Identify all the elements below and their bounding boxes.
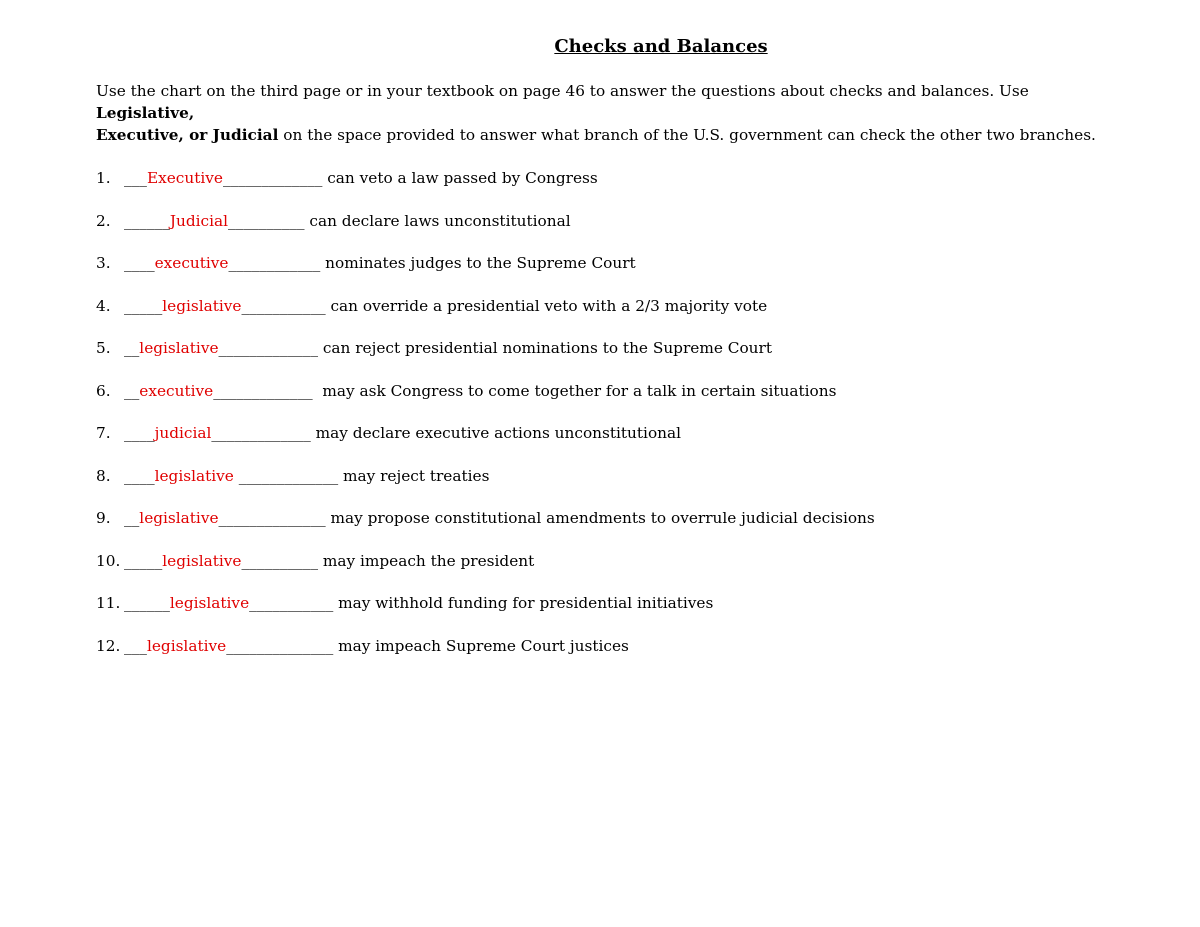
question-text: ______________ may impeach Supreme Court justices bbox=[226, 636, 629, 655]
question-number: 12. bbox=[96, 636, 121, 655]
question-item bbox=[96, 252, 1096, 295]
question-number: 1. bbox=[96, 169, 111, 187]
question-item bbox=[96, 295, 1096, 338]
answer-blank-leading: ____ bbox=[124, 466, 155, 485]
question-number: 6. bbox=[96, 381, 111, 400]
answer-text[interactable]: Judicial bbox=[169, 211, 229, 230]
question-item bbox=[96, 337, 1096, 380]
question-number: 5. bbox=[96, 339, 111, 357]
answer-blank-leading: _____ bbox=[124, 551, 163, 570]
question-text: ___________ can override a presidential veto with a 2/3 majority vote bbox=[241, 296, 768, 315]
answer-blank-leading: ____ bbox=[124, 424, 155, 442]
answer-text[interactable]: legislative bbox=[139, 509, 219, 527]
question-number: 10. bbox=[96, 551, 121, 570]
question-text: __________ may impeach the president bbox=[241, 551, 535, 570]
question-item bbox=[96, 592, 1096, 635]
question-text: ____________ nominates judges to the Supreme Court bbox=[228, 254, 636, 272]
question-item bbox=[96, 380, 1096, 423]
question-number: 7. bbox=[96, 424, 111, 442]
question-item bbox=[96, 422, 1096, 465]
instructions-text-2: on the space provided to answer what branch of the U.S. government can check the other two branches. bbox=[278, 126, 1096, 144]
question-item bbox=[96, 507, 1096, 550]
answer-blank-leading: __ bbox=[124, 509, 140, 527]
answer-blank-leading: ___ bbox=[124, 636, 147, 655]
answer-blank-leading: _____ bbox=[124, 296, 163, 315]
answer-text[interactable]: legislative bbox=[154, 466, 234, 485]
instructions-bold-branches: Executive, or Judicial bbox=[96, 126, 279, 144]
question-number: 9. bbox=[96, 509, 111, 527]
answer-text[interactable]: legislative bbox=[162, 551, 242, 570]
question-item bbox=[96, 210, 1096, 253]
answer-text[interactable]: legislative bbox=[162, 296, 242, 315]
answer-text[interactable]: legislative bbox=[146, 636, 227, 655]
answer-text[interactable]: legislative bbox=[139, 339, 219, 357]
question-item bbox=[96, 635, 1096, 678]
answer-blank-leading: ____ bbox=[124, 254, 155, 272]
instructions-text-1: Use the chart on the third page or in your textbook on page 46 to answer the questions about checks and balances. Use bbox=[96, 82, 1029, 100]
answer-text[interactable]: executive bbox=[154, 254, 229, 272]
answer-blank-leading: ______ bbox=[124, 211, 170, 230]
question-text: __________ can declare laws unconstitutional bbox=[228, 211, 571, 230]
answer-text[interactable]: legislative bbox=[169, 594, 250, 612]
question-list bbox=[96, 167, 1096, 677]
question-number: 4. bbox=[96, 296, 111, 315]
question-item bbox=[96, 550, 1096, 593]
question-text: _____________ can veto a law passed by Congress bbox=[222, 169, 598, 187]
question-number: 8. bbox=[96, 466, 111, 485]
question-text: ___________ may withhold funding for presidential initiatives bbox=[249, 594, 714, 612]
question-text: ______________ may propose constitutional amendments to overrule judicial decisions bbox=[218, 509, 875, 527]
answer-blank-leading: ___ bbox=[124, 169, 147, 187]
answer-text[interactable]: Executive bbox=[146, 169, 223, 187]
question-number: 2. bbox=[96, 211, 111, 230]
answer-text[interactable]: judicial bbox=[154, 424, 212, 442]
page-title: Checks and Balances bbox=[554, 36, 768, 57]
answer-blank-leading: ______ bbox=[124, 594, 170, 612]
answer-blank-leading: __ bbox=[124, 339, 140, 357]
question-number: 11. bbox=[96, 594, 121, 612]
question-item bbox=[96, 465, 1096, 508]
answer-text[interactable]: executive bbox=[139, 381, 214, 400]
question-text: _____________ may declare executive actions unconstitutional bbox=[211, 424, 682, 442]
instructions-bold-legislative: Legislative, bbox=[96, 104, 195, 122]
question-item bbox=[96, 167, 1096, 210]
question-number: 3. bbox=[96, 254, 111, 272]
answer-blank-leading: __ bbox=[124, 381, 140, 400]
question-text: _____________ may ask Congress to come together for a talk in certain situations bbox=[213, 381, 837, 400]
instructions bbox=[96, 80, 1126, 146]
question-text: _____________ can reject presidential nominations to the Supreme Court bbox=[218, 339, 772, 357]
question-text: _____________ may reject treaties bbox=[233, 466, 490, 485]
